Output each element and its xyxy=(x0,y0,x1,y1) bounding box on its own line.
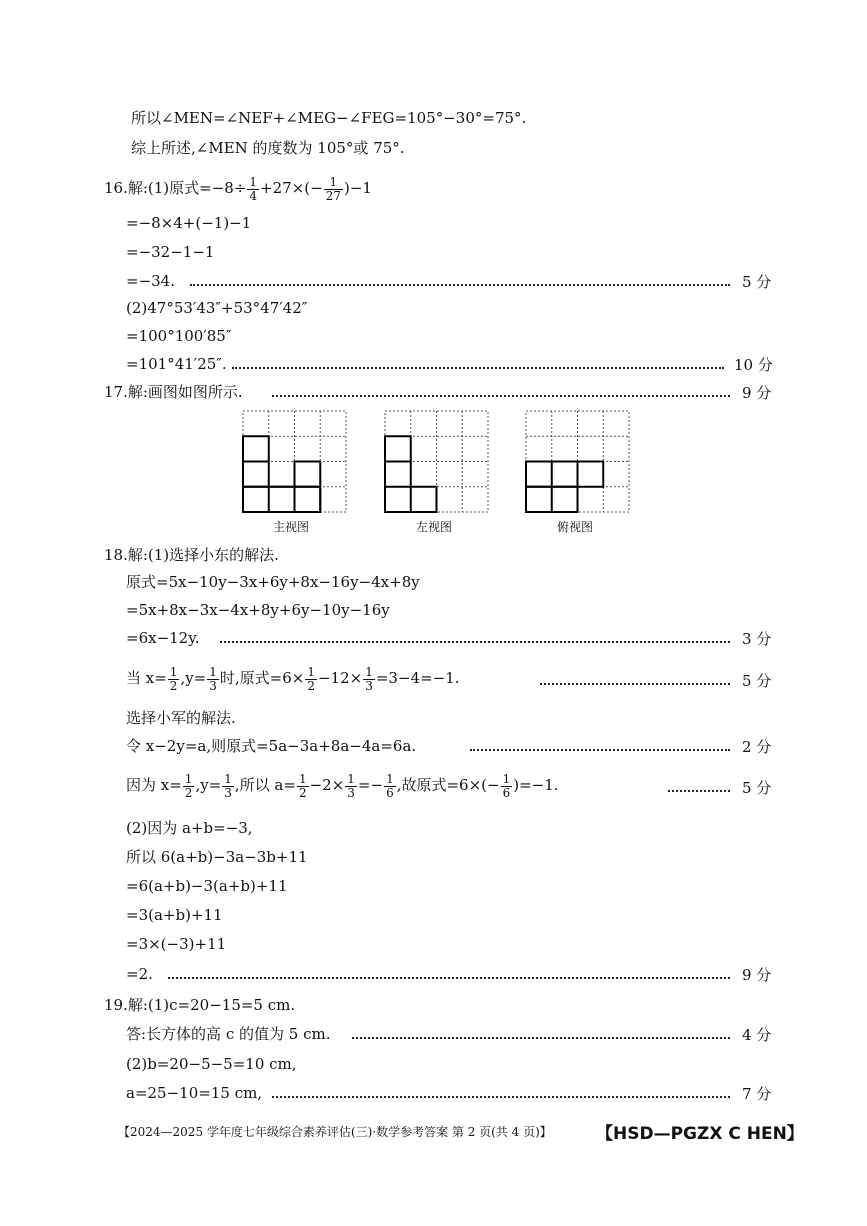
q16-fraction-1: $\frac{1}{4}$ xyxy=(249,174,258,203)
fraction: $\frac{1}{3}$ xyxy=(347,771,355,800)
q16-step-2: =−32−1−1 xyxy=(126,243,215,261)
q16-label: 16.解:(1)原式=−8÷ xyxy=(104,179,247,197)
q16-score-1: 5 分 xyxy=(742,273,772,291)
dot-leader xyxy=(168,977,730,979)
angle-conclusion-line: 所以∠MEN=∠NEF+∠MEG−∠FEG=105°−30°=75°. xyxy=(131,109,527,127)
dot-leader xyxy=(190,284,730,286)
q18-a1: 原式=5x−10y−3x+6y+8x−16y−4x+8y xyxy=(126,573,420,591)
q18-b2: 因为 x= $\frac{1}{2}$ ,y= $\frac{1}{3}$ ,所以 a= $\frac{1}{2}$ −2× $\frac{1}{3}$ =− $\frac{1}{6}$ ,故原式=6×(− $\frac{1}{6}$ )=−1. xyxy=(126,771,559,800)
top-view-caption: 俯视图 xyxy=(557,520,594,534)
q16-fraction-2: $\frac{1}{27}$ xyxy=(325,174,341,203)
fraction: $\frac{1}{3}$ xyxy=(224,771,232,800)
fraction: $\frac{1}{3}$ xyxy=(209,664,217,693)
angle-summary-line: 综上所述,∠MEN 的度数为 105°或 75°. xyxy=(131,139,405,157)
fraction: $\frac{1}{6}$ xyxy=(502,771,511,800)
q18-a2: =5x+8x−3x−4x+8y+6y−10y−16y xyxy=(126,601,390,619)
dot-leader xyxy=(540,683,730,685)
q18-a4: 当 x= $\frac{1}{2}$ ,y= $\frac{1}{3}$ 时,原式=6× $\frac{1}{2}$ −12× $\frac{1}{3}$ =3−4=−1. xyxy=(126,664,460,693)
dot-leader xyxy=(232,367,724,369)
q18-b0: 选择小军的解法. xyxy=(126,709,236,727)
fraction: $\frac{1}{2}$ xyxy=(307,664,315,693)
dot-leader xyxy=(272,1096,730,1098)
fraction: $\frac{1}{6}$ xyxy=(386,771,394,800)
document-code: 【HSD—PGZX C HEN】 xyxy=(596,1124,804,1144)
front-view-grid xyxy=(242,410,348,514)
q18-score-b2: 5 分 xyxy=(742,779,772,797)
q19-l2: 答:长方体的高 c 的值为 5 cm. xyxy=(126,1025,331,1043)
q18-c3: =6(a+b)−3(a+b)+11 xyxy=(126,877,288,895)
q16-score-2: 10 分 xyxy=(734,356,773,374)
q17-label: 17.解:画图如图所示. xyxy=(104,383,243,401)
q16-step-3: =−34. xyxy=(126,272,175,290)
q17-score: 9 分 xyxy=(742,384,772,402)
q16-expression: 16.解:(1)原式=−8÷ $\frac{1}{4}$ +27×(− $\frac{1}{27}$ )−1 xyxy=(104,174,372,203)
dot-leader xyxy=(220,641,730,643)
q16-step-1: =−8×4+(−1)−1 xyxy=(126,214,252,232)
dot-leader xyxy=(272,395,730,397)
q19-l4: a=25−10=15 cm, xyxy=(126,1084,263,1102)
q19-score-l2: 4 分 xyxy=(742,1026,772,1044)
q18-c1: (2)因为 a+b=−3, xyxy=(126,819,253,837)
fraction: $\frac{1}{2}$ xyxy=(169,664,178,693)
q18-label: 18.解:(1)选择小东的解法. xyxy=(104,546,279,564)
fraction: $\frac{1}{3}$ xyxy=(365,664,373,693)
dot-leader xyxy=(352,1037,730,1039)
left-view-grid xyxy=(384,410,490,514)
fraction: $\frac{1}{2}$ xyxy=(298,771,307,800)
left-view-caption: 左视图 xyxy=(416,520,453,534)
q16-part2: (2)47°53′43″+53°47′42″ xyxy=(126,299,308,317)
top-view-grid xyxy=(525,410,631,514)
q18-score-c6: 9 分 xyxy=(742,966,772,984)
q18-a3: =6x−12y. xyxy=(126,629,200,647)
q16-part2-step-2: =101°41′25″. xyxy=(126,355,227,373)
q18-c6: =2. xyxy=(126,965,153,983)
q18-b1: 令 x−2y=a,则原式=5a−3a+8a−4a=6a. xyxy=(126,737,417,755)
q18-score-b1: 2 分 xyxy=(742,738,772,756)
fraction: $\frac{1}{2}$ xyxy=(184,771,193,800)
q18-c5: =3×(−3)+11 xyxy=(126,935,227,953)
front-view-caption: 主视图 xyxy=(273,520,310,534)
q18-score-a3: 3 分 xyxy=(742,630,772,648)
q18-c2: 所以 6(a+b)−3a−3b+11 xyxy=(126,848,308,866)
q16-part2-step-1: =100°100′85″ xyxy=(126,327,232,345)
page-footer: 【2024—2025 学年度七年级综合素养评估(三)·数学参考答案 第 2 页(共 4 页)】 xyxy=(118,1125,552,1139)
q19-l1: 19.解:(1)c=20−15=5 cm. xyxy=(104,996,296,1014)
q19-score-l4: 7 分 xyxy=(742,1085,772,1103)
q19-l3: (2)b=20−5−5=10 cm, xyxy=(126,1055,297,1073)
q18-score-a4: 5 分 xyxy=(742,672,772,690)
q18-c4: =3(a+b)+11 xyxy=(126,906,223,924)
dot-leader xyxy=(668,790,730,792)
dot-leader xyxy=(470,749,730,751)
